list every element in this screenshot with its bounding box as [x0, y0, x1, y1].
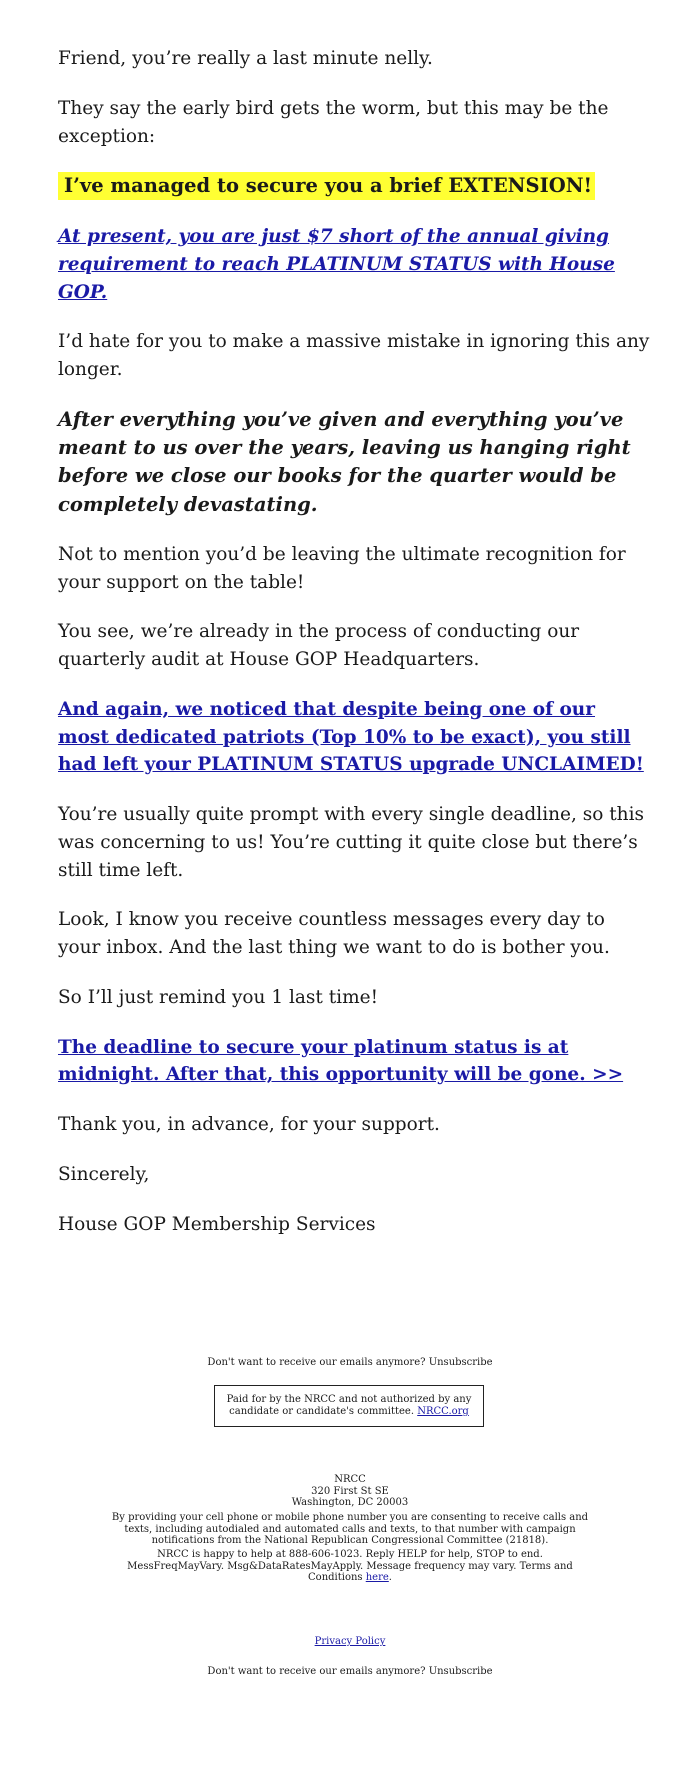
paragraph-remind: So I’ll just remind you 1 last time!	[58, 986, 379, 1008]
deadline-link[interactable]: The deadline to secure your platinum status is at midnight. After that, this opportunity will be gone. >>	[58, 1036, 624, 1086]
highlight-row	[58, 172, 650, 201]
help-text: NRCC is happy to help at 888-606-1023. Reply HELP for help, STOP to end. MessFreqMayVary. Msg&DataRatesMayApply. Message frequency may vary. Terms and Conditions	[127, 1549, 573, 1583]
greeting: Friend, you’re really a last minute nelly.	[58, 48, 433, 69]
platinum-status-link[interactable]: At present, you are just $7 short of the annual giving requirement to reach PLATINUM STATUS with House GOP.	[58, 226, 615, 303]
privacy-policy-link[interactable]: Privacy Policy	[314, 1636, 386, 1647]
paragraph-recognition: Not to mention you’d be leaving the ultimate recognition for your support on the table!	[58, 543, 626, 593]
paragraph-early-bird: They say the early bird gets the worm, but this may be the exception:	[58, 97, 609, 147]
address-name: NRCC	[334, 1474, 366, 1485]
address-street: 320 First St SE	[311, 1485, 389, 1497]
unclaimed-link[interactable]: And again, we noticed that despite being one of our most dedicated patriots (Top 10% to be exact), you still had left your PLATINUM STATUS upgrade UNCLAIMED!	[58, 698, 644, 776]
paragraph-audit: You see, we’re already in the process of conducting our quarterly audit at House GOP Headquarters.	[58, 621, 580, 671]
address-city: Washington, DC 20003	[291, 1497, 409, 1508]
unclaimed-row	[58, 696, 650, 779]
paid-for-text: Paid for by the NRCC and not authorized by any candidate or candidate's committee.	[226, 1394, 472, 1417]
paragraph-sincerely: Sincerely,	[58, 1163, 150, 1185]
unsubscribe-text-2: Don't want to receive our emails anymore?	[207, 1666, 426, 1677]
unsubscribe-link[interactable]: Unsubscribe	[428, 1357, 493, 1368]
unsubscribe-link-2[interactable]: Unsubscribe	[428, 1666, 493, 1677]
paragraph-thanks: Thank you, in advance, for your support.	[58, 1114, 440, 1136]
unsubscribe-line-top	[0, 1357, 700, 1369]
deadline-row	[58, 1034, 650, 1090]
paid-for-box	[214, 1385, 484, 1427]
email-body	[58, 45, 650, 1260]
paragraph-prompt: You’re usually quite prompt with every single deadline, so this was concerning to us! You’re cutting it quite close but there’s still time left.	[58, 804, 645, 881]
address-block	[0, 1474, 700, 1509]
extension-highlight: I’ve managed to secure you a brief EXTENSION!	[58, 172, 595, 199]
paragraph-mistake: I’d hate for you to make a massive mistake in ignoring this any longer.	[58, 331, 650, 380]
unsubscribe-text: Don't want to receive our emails anymore?	[207, 1357, 426, 1368]
unsubscribe-line-bottom	[0, 1666, 700, 1678]
paragraph-devastating: After everything you’ve given and everything you’ve meant to us over the years, leaving us hanging right before we close our books for the quarter would be completely devastating.	[58, 407, 631, 516]
signature: House GOP Membership Services	[58, 1213, 376, 1235]
privacy-row	[0, 1636, 700, 1648]
nrcc-org-link[interactable]: NRCC.org	[417, 1406, 469, 1417]
terms-here-link[interactable]: here	[365, 1572, 389, 1583]
help-text-block: NRCC is happy to help at 888-606-1023. Reply HELP for help, STOP to end. MessFreqMayVary. Msg&DataRatesMayApply. Message frequency may vary. Terms and Conditions here.	[127, 1549, 573, 1583]
platinum-short-row	[58, 223, 650, 306]
paragraph-inbox: Look, I know you receive countless messages every day to your inbox. And the last thing we want to do is bother you.	[58, 909, 610, 959]
consent-text: By providing your cell phone or mobile phone number you are consenting to receive calls and texts, including autodialed and automated calls and texts, to that number with campaign notifications from the National Republican Congressional Committee (21818).	[111, 1512, 589, 1546]
